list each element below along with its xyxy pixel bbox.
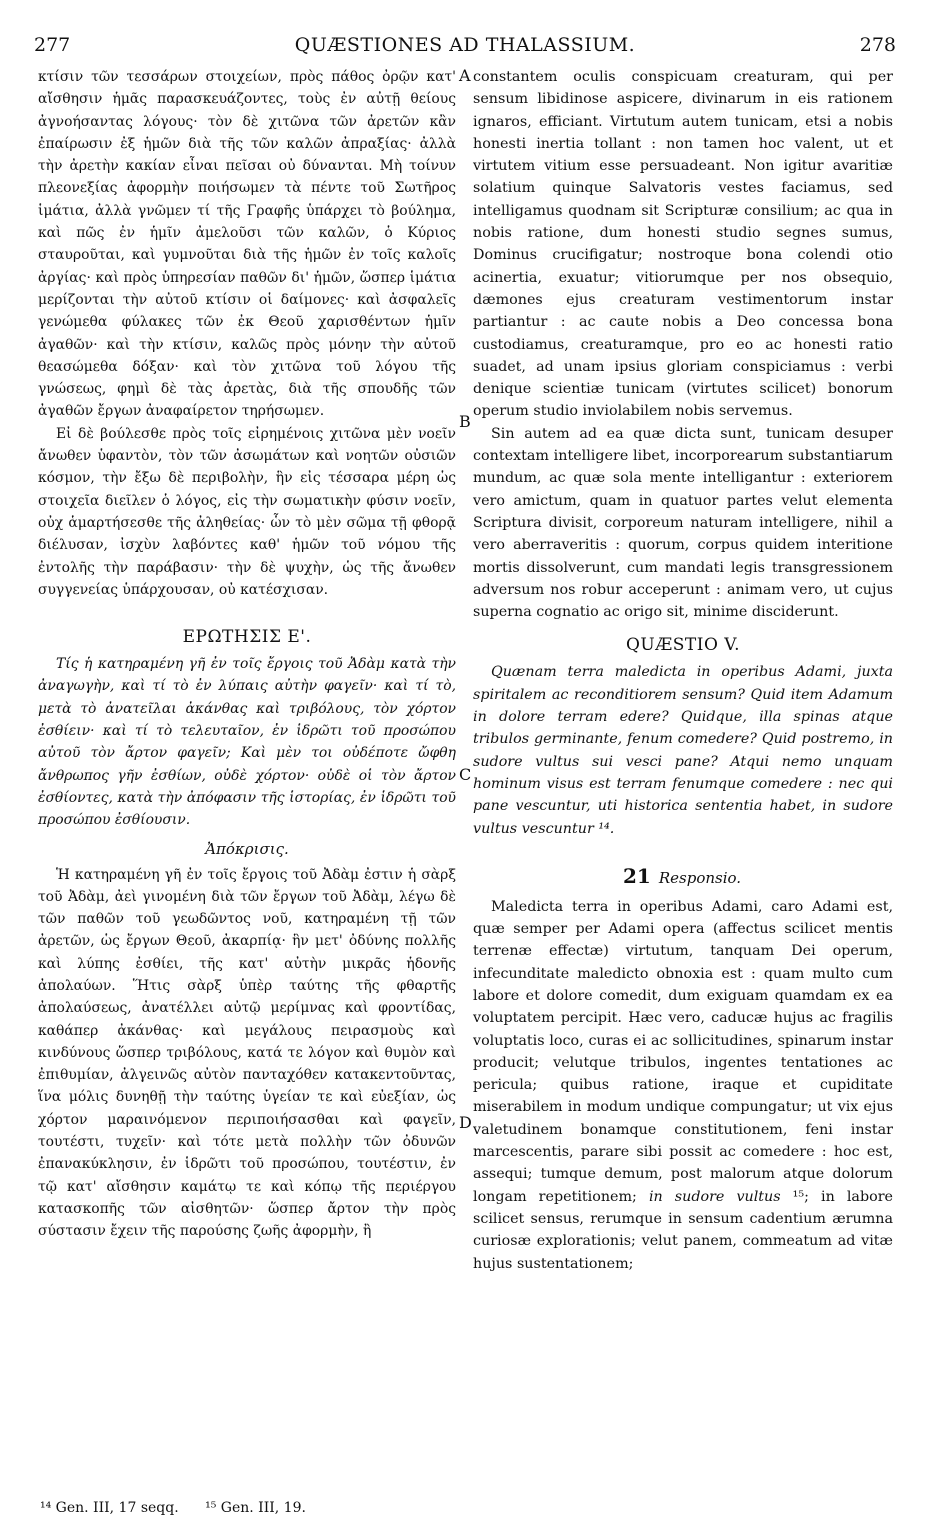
margin-letter-a: A (459, 66, 471, 85)
page-number-right: 278 (859, 34, 896, 56)
latin-question-heading: QUÆSTIO V. (625, 635, 741, 656)
latin-answer-heading: Responsio. (658, 868, 742, 887)
greek-paragraph-2: Εἰ δὲ βούλεσθε πρὸς τοῖς εἰρημένοις χιτῶνα μὲν νοεῖν ἄνωθεν ὑφαντὸν, τὸν τῶν ἀσωμάτων καὶ νοητῶν οὐσιῶν κόσμον, τὴν ἔξω δὲ περιβολὴν, ἣν εἰς τέσσαρα μέρη ὡς στοιχεῖα διεῖλεν ὁ λόγος, εἰς τὴν σωματικὴν φύσιν νοεῖν, οὐχ ἁμαρτήσεσθε τῆς ἀληθείας· ὧν τὸ μὲν σῶμα τῇ φθορᾷ διέλυσαν, ἰσχὺν λαβόντες καθ' ἡμῶν τοῦ νόμου τῆς ἐντολῆς τὴν παράβασιν· τὴν δὲ ψυχὴν, ὡς τῆς ἄνωθεν συγγενείας ὑπάρχουσαν, οὐ κατέσχισαν. (38, 425, 456, 598)
footnote-ref-15: ¹⁵ (792, 1188, 805, 1205)
greek-question-heading: ΕΡΩΤΗΣΙΣ Ε'. (182, 627, 312, 648)
greek-answer-text: Ἡ κατηραμένη γῆ ἐν τοῖς ἔργοις τοῦ Ἀδὰμ ἐστιν ἡ σὰρξ τοῦ Ἀδὰμ, ἀεὶ γινομένη διὰ τῶν ἔργων τοῦ Ἀδὰμ, λέγω δὲ τῶν παθῶν τοῦ γεωδῶντος νοῦ, κατηραμένη τῇ τῶν ἀρετῶν, ὡς ἔργων Θεοῦ, ἀκαρπίᾳ· ἣν μετ' ὀδύνης πολλῆς καὶ λύπης ἐσθίει, τῆς κατ' αὐτὴν μικρᾶς ἡδονῆς ἀπολαύων. Ἥτις σὰρξ ὑπὲρ ταύτης τῆς φθαρτῆς ἀπολαύσεως, ἀνατέλλει αὐτῷ μερίμνας καὶ φροντίδας, καθάπερ ἀκάνθας· καὶ μεγάλους πειρασμοὺς καὶ κινδύνους ὥσπερ τριβόλους, κατά τε λόγον καὶ θυμὸν καὶ ἐπιθυμίαν, ἀλγεινῶς αὐτὸν πανταχόθεν κατακεντοῦντας, ἵνα μόλις δυνηθῇ τὴν ταύτης ὑγείαν τε καὶ εὐεξίαν, ὡς χόρτον μαραινόμενον περιποιήσασθαι καὶ φαγεῖν, τουτέστι, τυχεῖν· καὶ τότε μετὰ πολλὴν τῶν ὀδυνῶν ἐπανακύκλησιν, ἐν ἱδρῶτι τοῦ προσώπου, τουτέστιν, ἐν τῷ κατ' αἴσθησιν καμάτῳ τε καὶ κόπῳ τῆς περιέργου κατασκοπῆς τῶν αἰσθητῶν· ὥσπερ ἄρτον τὴν πρὸς σύστασιν ἔχειν τῆς παρούσης ζωῆς ἀφορμὴν, ἢ (38, 866, 456, 1240)
footnotes (40, 1500, 306, 1516)
latin-answer-part-1: Maledicta terra in operibus Adami, caro Adami est, quæ semper per Adami opera (affectus scilicet mentis terrenæ effectæ) virtutum, tanquam Dei operum, infecunditate maledicto obnoxia est : quam multo cum labore et dolore comedit, dum exiguam quamdam ex ea voluptatem percipit. Hæc vero, caducæ hujus ac fragilis voluptatis loco, curas ei ac sollicitudines, spinarum instar producit; velutque tribulos, ingentes tentationes ac pericula; quibus ratione, iraque et cupiditate miserabilem in modum undique compungatur; ut vix ejus valetudinem bonamque constitutionem, feni instar marcescentis, parare sibi possit ac comedere : hoc est, assequi; tumque demum, post malorum atque dolorum longam repetitionem; (473, 898, 893, 1205)
latin-question-text: Quænam terra maledicta in operibus Adami, juxta spiritalem ac reconditiorem sensum? Quid item Adamum in dolore terram edere? Quidque, illa spinas atque tribulos germinante, fenum comedere? Quid postremo, in sudore vultus sui vesci pane? Atqui nemo unquam hominum visus est terram fenumque comedere : nec qui pane vescuntur, uti historica sententia habet, in sudore vultus vescuntur ¹⁴. (473, 664, 893, 837)
greek-column (38, 66, 456, 1243)
margin-letter-d: D (459, 1113, 472, 1132)
running-title: QUÆSTIONES AD THALASSIUM. (294, 34, 636, 56)
latin-paragraph-1: constantem oculis conspicuam creaturam, qui per sensum libidinose aspicere, divinarum in eis rationem ignaros, efficiant. Virtutum autem tunicam, etsi a nobis honesti inertia tollant : non tamen hoc valent, ut et virtutem vitium esse persuadeant. Non igitur avaritiæ solatium quinque Salvatoris vestes faciamus, sed intelligamus quodnam sit Scripturæ consilium; ac qua in nobis ratione, dum honesti studio segnes sumus, Dominus crucifigatur; nostroque bona colendi otio acinertia, exuatur; vitiorumque per nos obsequio, dæmones ejus creaturam vestimentorum instar partiantur : ac caute nobis a Deo concessa bona custodiamus, creaturamque, pro eo ac honesti ratio suadet, ad unam ipsius gloriam conspiciamus : verbi denique scientiæ tunicam (virtutes scilicet) bonorum operum studio inviolabilem nobis servemus. (473, 69, 893, 420)
footnote-14: ¹⁴ Gen. III, 17 seqq. (40, 1500, 179, 1516)
page-number-left: 277 (34, 34, 71, 56)
running-header (34, 34, 896, 60)
latin-paragraph-2: Sin autem ad ea quæ dicta sunt, tunicam desuper contextam intelligere libet, incorporearum substantiarum mundum, ac quæ sola mente intelligantur : exteriorem vero amictum, quam in quatuor partes velut elementa Scriptura divisit, corporeum naturam intelligere, nihil a vero aberraveritis : quorum, corpus quidem interitione mortis dissolverunt, cum mandati legis transgressionem adversum nos robur acceperunt : animam vero, ut cujus superna cognatio ac origo sit, minime disciderunt. (473, 425, 893, 621)
greek-answer-heading: Ἀπόκρισις. (205, 839, 289, 858)
margin-letter-c: C (459, 765, 472, 784)
latin-column (473, 66, 893, 1275)
latin-answer-part-2: ; in labore scilicet sensus, rerumque in sensum cadentium ærumna curiosæ explorationis; velut panem, commeatum ad vitæ hujus sustentationem; (473, 1188, 893, 1272)
margin-letter-b: B (459, 412, 471, 431)
latin-answer-heading-line (473, 864, 893, 888)
latin-answer-text (473, 896, 893, 1275)
column-number: 21 (623, 863, 651, 888)
footnote-15: ¹⁵ Gen. III, 19. (205, 1500, 306, 1516)
greek-question-text: Τίς ἡ κατηραμένη γῆ ἐν τοῖς ἔργοις τοῦ Ἀδὰμ κατὰ τὴν ἀναγωγὴν, καὶ τί τὸ ἐν λύπαις αὐτὴν φαγεῖν· καὶ τί τὸ, μετὰ τὸ ἀνατεῖλαι ἀκάνθας καὶ τριβόλους, τὸν χόρτον ἐσθίειν· καὶ τί τὸ τελευταῖον, ἐν ἱδρῶτι τοῦ προσώπου αὐτοῦ τὸν ἄρτον φαγεῖν; Καὶ μὲν τοι οὐδέποτε ὤφθη ἄνθρωπος γῆν ἐσθίων, οὐδὲ χόρτον· οὐδὲ οἱ τὸν ἄρτον ἐσθίοντες, κατὰ τὴν ἀπόφασιν τῆς ἱστορίας, ἐν ἱδρῶτι τοῦ προσώπου ἐσθίουσιν. (38, 656, 456, 829)
latin-answer-italic: in sudore vultus (648, 1188, 781, 1205)
greek-paragraph-1: κτίσιν τῶν τεσσάρων στοιχείων, πρὸς πάθος ὀρῷν κατ' αἴσθησιν ἡμᾶς παρασκευάζοντες, τοὺς ἐν αὐτῇ θείους ἀγνοήσαντας λόγους· τὸν δὲ χιτῶνα τῶν ἀρετῶν κἂν ἐπαίρωσιν ἐξ ἡμῶν διὰ τῆς τῶν καλῶν ἀπραξίας· ἀλλὰ τὴν ἀρετὴν κακίαν εἶναι πεῖσαι οὐ δύνανται. Μὴ τοίνυν πλεονεξίας ἀφορμὴν ποιήσωμεν τὰ πέντε τοῦ Σωτῆρος ἱμάτια, ἀλλὰ γνῶμεν τί τῆς Γραφῆς ὑπάρχει τὸ βούλημα, καὶ πῶς ἐν ἡμῖν ἀμελοῦσι τῶν καλῶν, ὁ Κύριος σταυροῦται, καὶ γυμνοῦται διὰ τῆς ἡμῶν ἐν τοῖς καλοῖς ἀργίας· καὶ πρὸς ὑπηρεσίαν παθῶν δι' ἡμῶν, ὥσπερ ἱμάτια μερίζονται τὴν αὐτοῦ κτίσιν οἱ δαίμονες· καὶ ἀσφαλεῖς γενώμεθα φύλακες τῶν ἐκ Θεοῦ χαρισθέντων ἡμῖν ἀγαθῶν· καὶ τὴν κτίσιν, καλῶς πρὸς μόνην τὴν αὐτοῦ θεασώμεθα δόξαν· καὶ τὸν χιτῶνα τοῦ λόγου τῆς γνώσεως, φημὶ δὲ τὰς ἀρετὰς, διὰ τῆς σπουδῆς τῶν ἀγαθῶν ἔργων ἀναφαίρετον τηρήσωμεν. (38, 69, 456, 420)
